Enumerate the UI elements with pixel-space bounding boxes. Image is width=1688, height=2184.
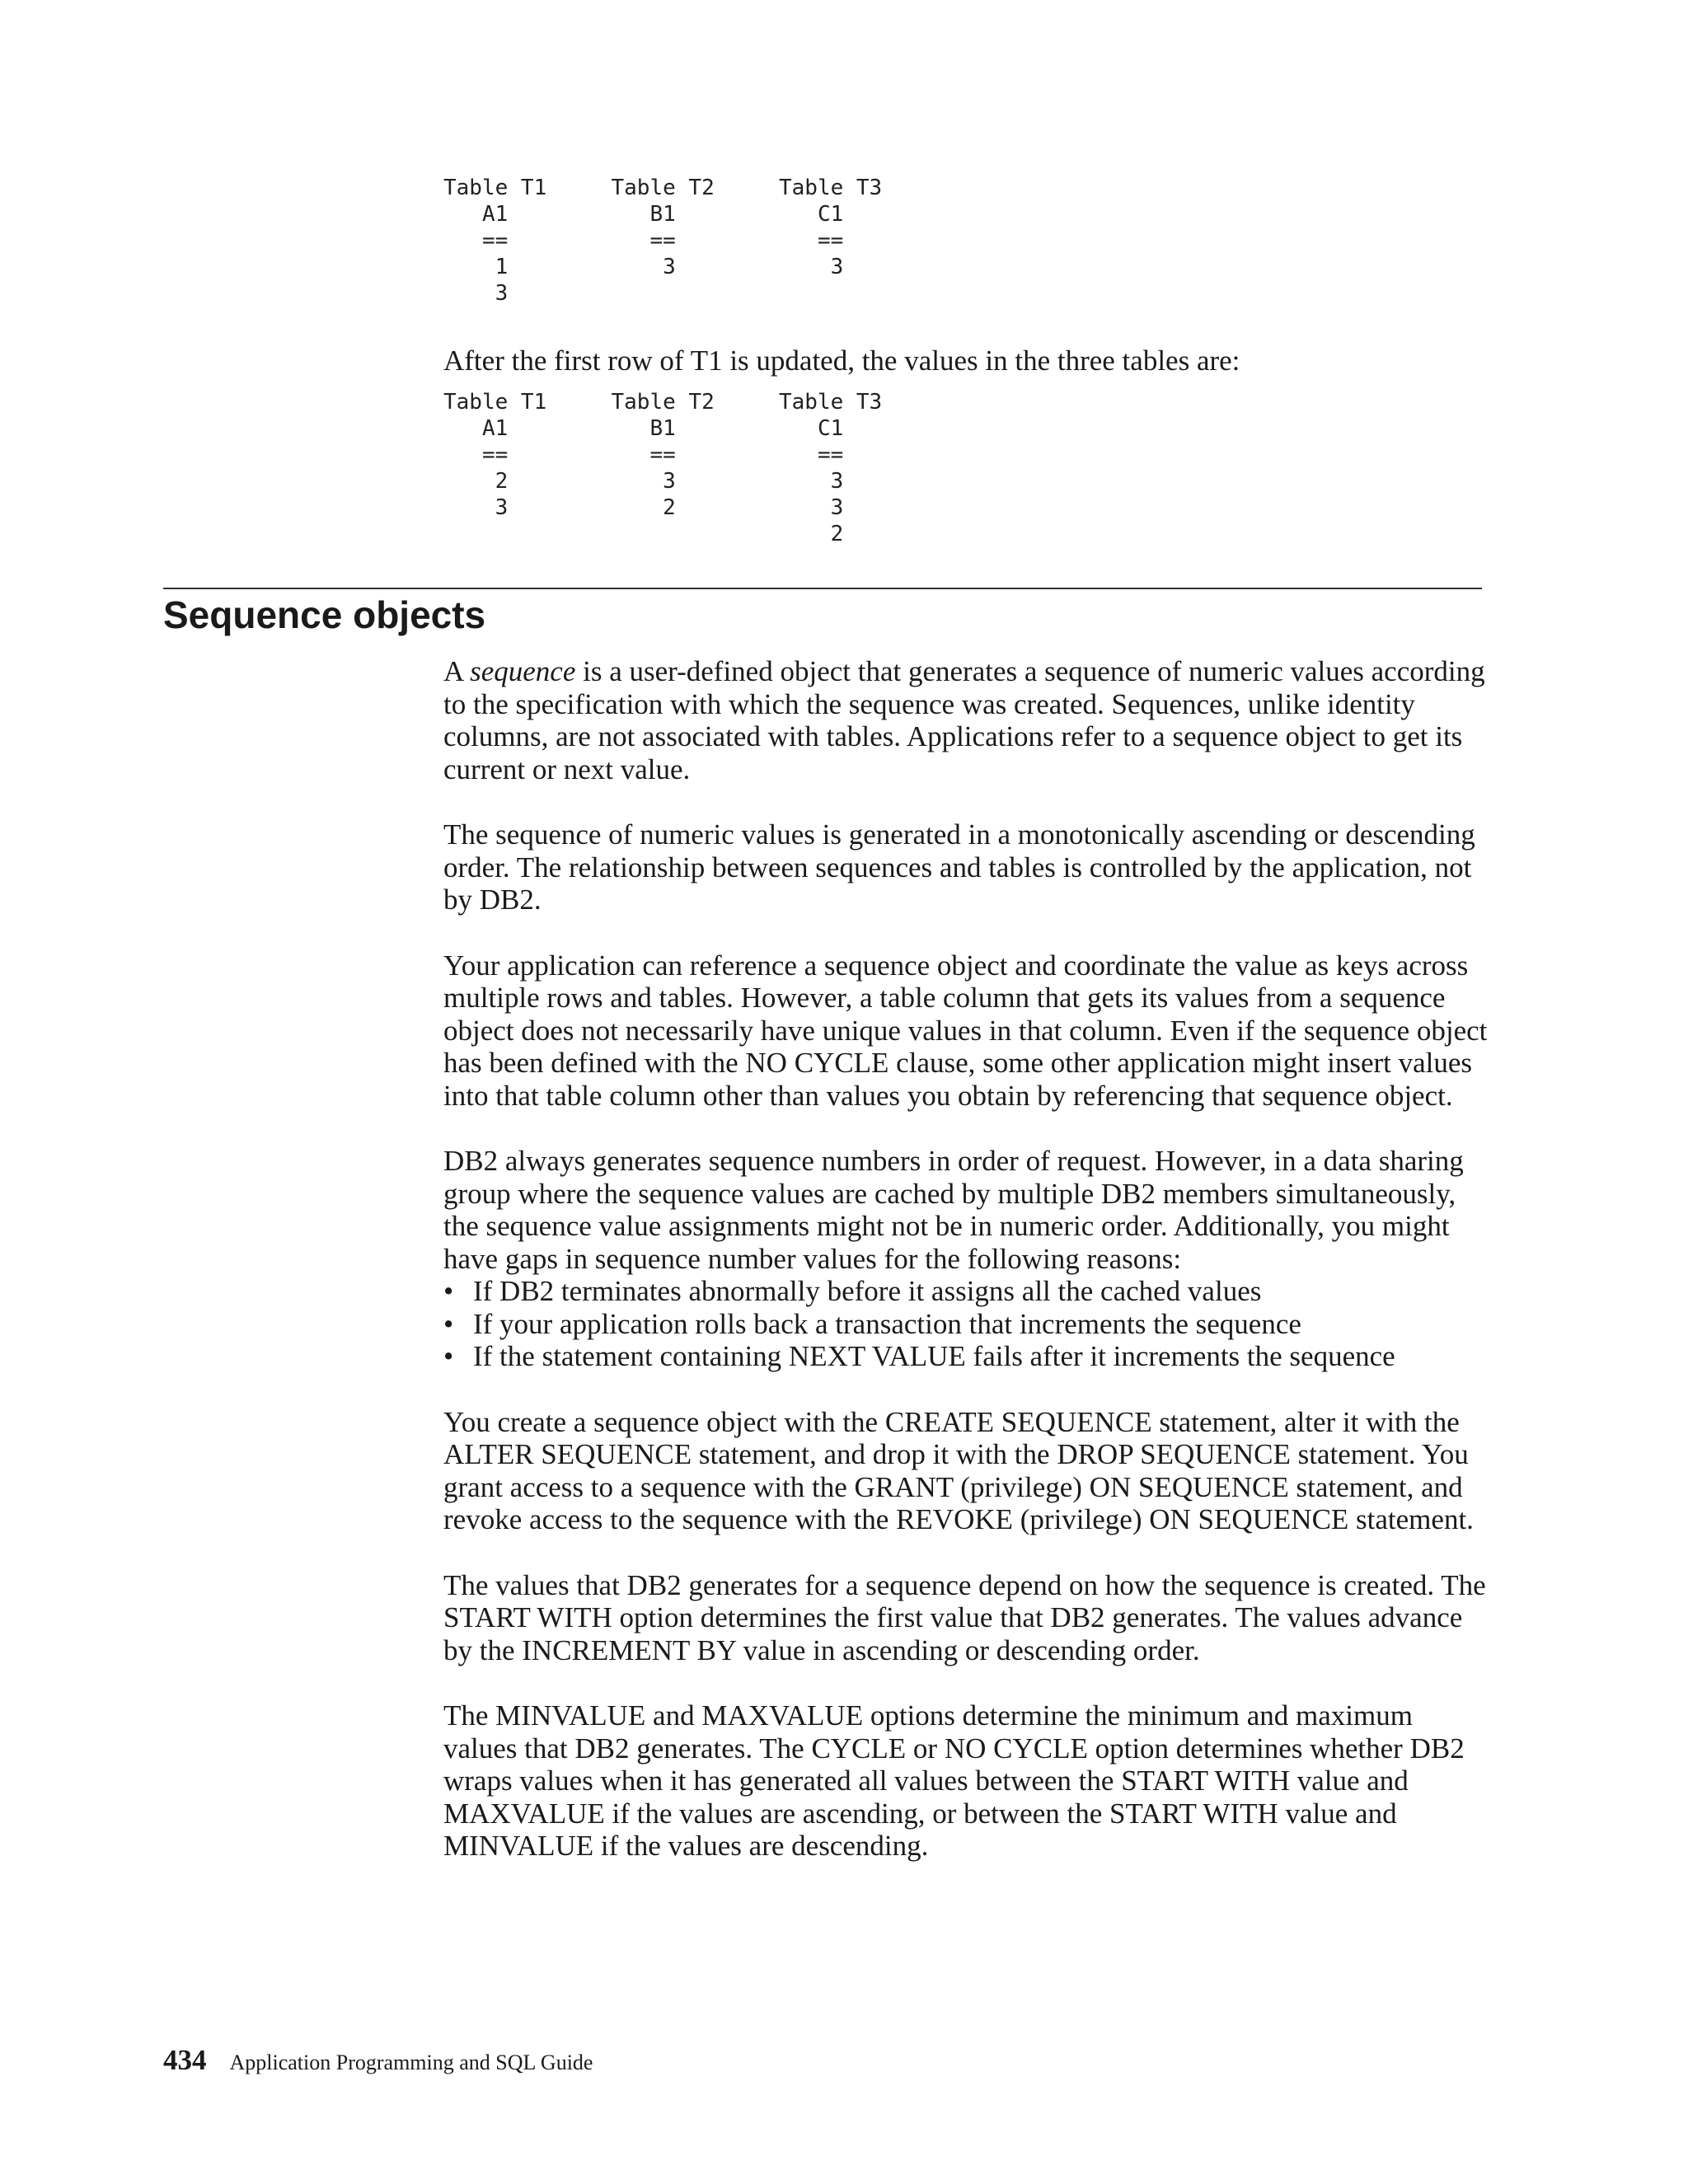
- list-item: • If your application rolls back a transaction that increments the sequence: [443, 1307, 1301, 1340]
- paragraph-generation-order: DB2 always generates sequence numbers in order of request. However, in a data sharing group where the sequence values are cached by multiple DB2 members simultaneously, the sequence value assignments might not be in numeric order. Additionally, you might have gaps in sequence number values for the following reasons:: [443, 1145, 1464, 1275]
- list-item: • If the statement containing NEXT VALUE fails after it increments the sequence: [443, 1340, 1395, 1372]
- list-item: • If DB2 terminates abnormally before it assigns all the cached values: [443, 1275, 1262, 1307]
- code-block-tables-before: Table T1 Table T2 Table T3 A1 B1 C1 == == == 1 3 3 3: [443, 176, 883, 306]
- bullet-icon: •: [443, 1307, 454, 1340]
- intro-paragraph: After the first row of T1 is updated, the values in the three tables are:: [443, 344, 1240, 377]
- paragraph-definition: A sequence is a user-defined object that generates a sequence of numeric values according to the specification with which the sequence was created. Sequences, unlike identity columns, are not associated with tables. Applications refer to a sequence object to get its current or next value.: [443, 655, 1485, 785]
- page-footer: [163, 2044, 593, 2079]
- paragraph-min-max: The MINVALUE and MAXVALUE options determine the minimum and maximum values that DB2 generates. The CYCLE or NO CYCLE option determines whether DB2 wraps values when it has generated all values between the START WITH value and MAXVALUE if the values are ascending, or between the START WITH value and MINVALUE if the values are descending.: [443, 1699, 1465, 1862]
- section-divider: [163, 588, 1482, 589]
- section-title: Sequence objects: [163, 593, 486, 636]
- book-title: Application Programming and SQL Guide: [229, 2050, 593, 2074]
- paragraph-statements: You create a sequence object with the CREATE SEQUENCE statement, alter it with the ALTER SEQUENCE statement, and drop it with the DROP SEQUENCE statement. You grant access to a sequence with the GRANT (privilege) ON SEQUENCE statement, and revoke access to the sequence with the REVOKE (privilege) ON SEQUENCE statement.: [443, 1405, 1474, 1535]
- paragraph-application-usage: Your application can reference a sequence object and coordinate the value as keys across multiple rows and tables. However, a table column that gets its values from a sequence object does not necessarily have unique values in that column. Even if the sequence object has been defined with the NO CYCLE clause, some other application might insert values into that table column other than values you obtain by referencing that sequence object.: [443, 949, 1488, 1112]
- bullet-icon: •: [443, 1275, 454, 1307]
- reasons-list: [443, 1275, 1490, 1373]
- paragraph-ordering: The sequence of numeric values is generated in a monotonically ascending or descending order. The relationship between sequences and tables is controlled by the application, not by DB2.: [443, 818, 1475, 916]
- paragraph-start-with: The values that DB2 generates for a sequence depend on how the sequence is created. The START WITH option determines the first value that DB2 generates. The values advance by the INCREMENT BY value in ascending or descending order.: [443, 1568, 1486, 1666]
- section-body: [443, 655, 1490, 1896]
- term-sequence: sequence: [470, 655, 576, 687]
- bullet-icon: •: [443, 1340, 454, 1372]
- page-number: 434: [163, 2044, 207, 2076]
- code-block-tables-after: Table T1 Table T2 Table T3 A1 B1 C1 == == == 2 3 3 3 2 3 2: [443, 390, 883, 546]
